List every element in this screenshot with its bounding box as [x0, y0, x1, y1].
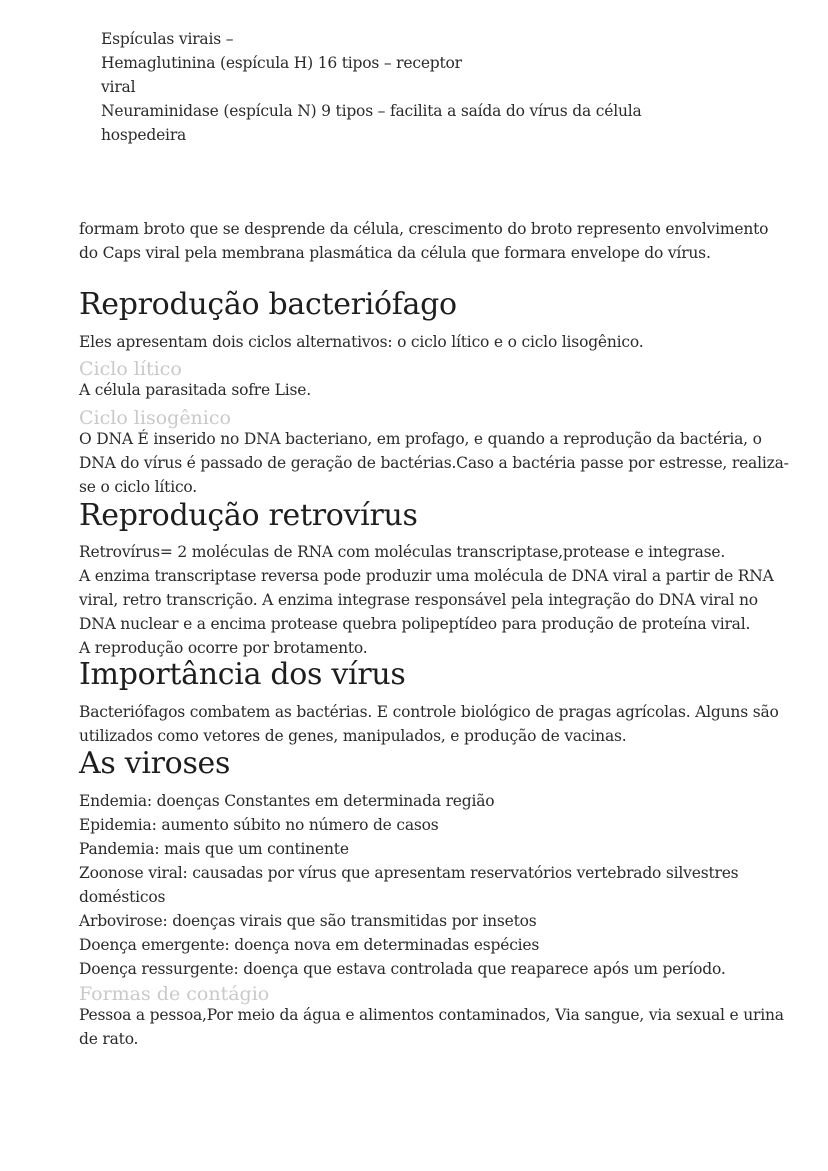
intro-paragraph [79, 217, 769, 265]
text-line: viral [101, 78, 136, 96]
contagio-text [79, 1003, 784, 1051]
text-line: Retrovírus= 2 moléculas de RNA com moléculas transcriptase,protease e integrase. [79, 543, 726, 561]
heading-reproducao-bacteriofago: Reprodução bacteriófago [79, 287, 457, 322]
ciclo-litico-text [79, 378, 751, 402]
text-line: hospedeira [101, 126, 187, 144]
text-line: Eles apresentam dois ciclos alternativos: o ciclo lítico e o ciclo lisogênico. [79, 333, 644, 351]
list-item: Pandemia: mais que um continente [79, 840, 349, 858]
list-item: Zoonose viral: causadas por vírus que apresentam reservatórios vertebrado silvestres [79, 864, 739, 882]
text-line: A célula parasitada sofre Lise. [79, 381, 311, 399]
text-line: Pessoa a pessoa,Por meio da água e alimentos contaminados, Via sangue, via sexual e urina [79, 1006, 784, 1024]
text-line: do Caps viral pela membrana plasmática da célula que formara envelope do vírus. [79, 244, 711, 262]
list-item: Doença ressurgente: doença que estava controlada que reaparece após um período. [79, 960, 726, 978]
espiculas-block [101, 27, 773, 147]
text-line: Espículas virais – [101, 30, 234, 48]
text-line: O DNA É inserido no DNA bacteriano, em profago, e quando a reprodução da bactéria, o [79, 430, 762, 448]
text-line: formam broto que se desprende da célula, crescimento do broto represento envolvimento [79, 220, 769, 238]
list-item: Epidemia: aumento súbito no número de casos [79, 816, 439, 834]
text-line: Neuraminidase (espícula N) 9 tipos – facilita a saída do vírus da célula [101, 102, 642, 120]
text-line: utilizados como vetores de genes, manipulados, e produção de vacinas. [79, 727, 627, 745]
text-line: Bacteriófagos combatem as bactérias. E controle biológico de pragas agrícolas. Alguns são [79, 703, 779, 721]
text-line: viral, retro transcrição. A enzima integrase responsável pela integração do DNA viral no [79, 591, 758, 609]
list-item: Endemia: doenças Constantes em determinada região [79, 792, 495, 810]
heading-reproducao-retrovirus: Reprodução retrovírus [79, 498, 418, 533]
list-item: Doença emergente: doença nova em determinadas espécies [79, 936, 540, 954]
heading-as-viroses: As viroses [79, 746, 231, 781]
text-line: Hemaglutinina (espícula H) 16 tipos – receptor [101, 54, 462, 72]
list-item: domésticos [79, 888, 166, 906]
text-line: DNA do vírus é passado de geração de bactérias.Caso a bactéria passe por estresse, realiza- [79, 454, 789, 472]
subheading-ciclo-litico: Ciclo lítico [79, 358, 182, 380]
text-line: A reprodução ocorre por brotamento. [79, 639, 368, 657]
ciclo-lisogenico-text [79, 427, 789, 499]
text-line: de rato. [79, 1030, 139, 1048]
text-line: se o ciclo lítico. [79, 478, 198, 496]
viroses-list [79, 789, 751, 981]
subheading-formas-de-contagio: Formas de contágio [79, 983, 270, 1005]
subheading-ciclo-lisogenico: Ciclo lisogênico [79, 407, 231, 429]
heading-importancia-dos-virus: Importância dos vírus [79, 657, 406, 692]
retrovirus-text [79, 540, 774, 660]
text-line: DNA nuclear e a encima protease quebra polipeptídeo para produção de proteína viral. [79, 615, 751, 633]
bacteriofago-intro [79, 330, 751, 354]
list-item: Arbovirose: doenças virais que são transmitidas por insetos [79, 912, 537, 930]
importancia-text [79, 700, 779, 748]
text-line: A enzima transcriptase reversa pode produzir uma molécula de DNA viral a partir de RNA [79, 567, 774, 585]
